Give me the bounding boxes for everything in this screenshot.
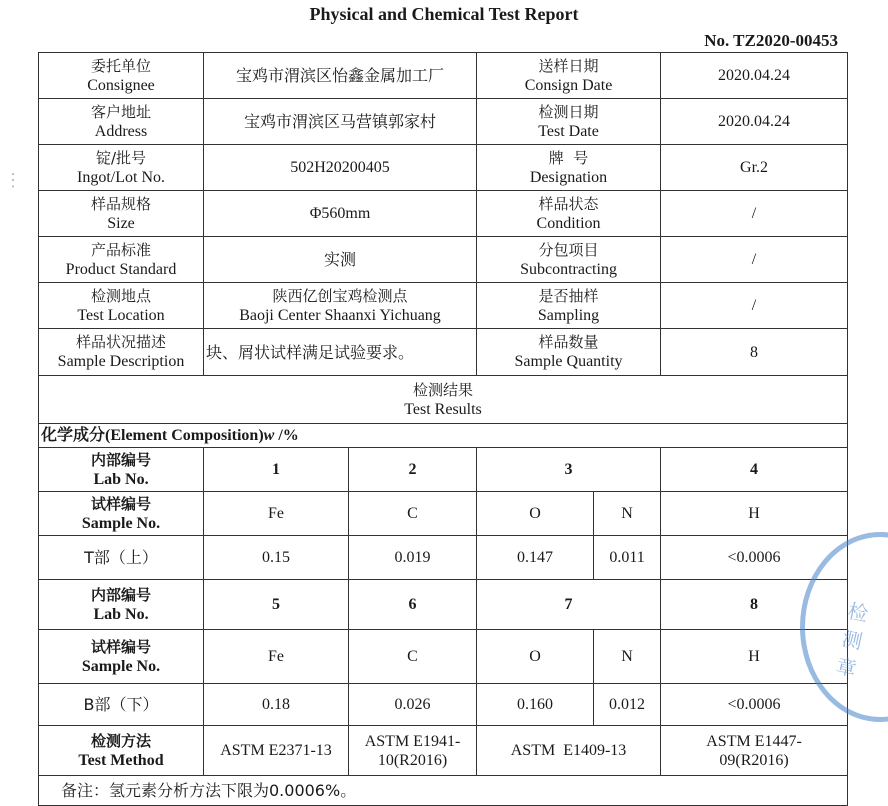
description-label: 样品状况描述 Sample Description (39, 329, 204, 376)
value-cell: <0.0006 (661, 536, 848, 580)
info-row-standard (39, 237, 848, 283)
value-cell: 0.15 (204, 536, 349, 580)
element-cell: Fe (204, 492, 349, 536)
element-cell: Fe (204, 630, 349, 684)
results-header: 检测结果 Test Results (39, 376, 848, 424)
value-cell: 0.019 (349, 536, 477, 580)
standard-value: 实测 (204, 237, 477, 283)
size-label: 样品规格 Size (39, 191, 204, 237)
element-cell: H (661, 492, 848, 536)
info-row-consignee (39, 53, 848, 99)
sampling-value: / (661, 283, 848, 329)
quantity-value: 8 (661, 329, 848, 376)
element-cell: C (349, 630, 477, 684)
quantity-label: 样品数量 Sample Quantity (477, 329, 661, 376)
lab-no-label: 内部编号 Lab No. (39, 580, 204, 630)
lab-no-cell: 1 (204, 448, 349, 492)
lab-no-label: 内部编号 Lab No. (39, 448, 204, 492)
info-row-lot (39, 145, 848, 191)
section-row (39, 424, 848, 448)
info-row-description (39, 329, 848, 376)
element-cell: O (477, 492, 594, 536)
description-value: 块、屑状试样满足试验要求。 (204, 329, 477, 376)
sample-row-2 (39, 630, 848, 684)
report-title: Physical and Chemical Test Report (309, 4, 579, 24)
sample-no-label: 试样编号 Sample No. (39, 492, 204, 536)
value-cell: 0.160 (477, 684, 594, 726)
note-text: 备注：氢元素分析方法下限为0.0006%。 (39, 776, 848, 806)
method-2: ASTM E1941- 10(R2016) (349, 726, 477, 776)
info-row-address (39, 99, 848, 145)
note-row (39, 776, 848, 806)
method-label: 检测方法 Test Method (39, 726, 204, 776)
info-row-size (39, 191, 848, 237)
element-cell: N (594, 630, 661, 684)
lab-no-cell: 6 (349, 580, 477, 630)
test-date-value: 2020.04.24 (661, 99, 848, 145)
method-row (39, 726, 848, 776)
designation-value: Gr.2 (661, 145, 848, 191)
lot-value: 502H20200405 (204, 145, 477, 191)
lab-no-cell: 7 (477, 580, 661, 630)
sample-row-1 (39, 492, 848, 536)
lab-no-cell: 5 (204, 580, 349, 630)
lab-row-2 (39, 580, 848, 630)
left-edge-mark: ⋮ (4, 170, 22, 190)
address-value: 宝鸡市渭滨区马营镇郭家村 (204, 99, 477, 145)
element-cell: N (594, 492, 661, 536)
consignee-value: 宝鸡市渭滨区怡鑫金属加工厂 (204, 53, 477, 99)
element-cell: H (661, 630, 848, 684)
sampling-label: 是否抽样 Sampling (477, 283, 661, 329)
method-4: ASTM E1447- 09(R2016) (661, 726, 848, 776)
standard-label: 产品标准 Product Standard (39, 237, 204, 283)
designation-label: 牌 号 Designation (477, 145, 661, 191)
value-cell: 0.011 (594, 536, 661, 580)
value-cell: 0.147 (477, 536, 594, 580)
subcontracting-label: 分包项目 Subcontracting (477, 237, 661, 283)
lab-row-1 (39, 448, 848, 492)
method-1: ASTM E2371-13 (204, 726, 349, 776)
value-cell: 0.026 (349, 684, 477, 726)
row-label: T部（上） (39, 536, 204, 580)
subcontracting-value: / (661, 237, 848, 283)
consignee-label: 委托单位 Consignee (39, 53, 204, 99)
test-date-label: 检测日期 Test Date (477, 99, 661, 145)
lab-no-cell: 3 (477, 448, 661, 492)
condition-label: 样品状态 Condition (477, 191, 661, 237)
lot-label: 锭/批号 Ingot/Lot No. (39, 145, 204, 191)
location-label: 检测地点 Test Location (39, 283, 204, 329)
lab-no-cell: 4 (661, 448, 848, 492)
value-cell: 0.012 (594, 684, 661, 726)
lab-no-cell: 2 (349, 448, 477, 492)
row-label: B部（下） (39, 684, 204, 726)
condition-value: / (661, 191, 848, 237)
results-header-row (39, 376, 848, 424)
consign-date-value: 2020.04.24 (661, 53, 848, 99)
location-value: 陕西亿创宝鸡检测点 Baoji Center Shaanxi Yichuang (204, 283, 477, 329)
address-label: 客户地址 Address (39, 99, 204, 145)
size-value: Φ560mm (204, 191, 477, 237)
element-cell: C (349, 492, 477, 536)
composition-heading: 化学成分(Element Composition)w /% (39, 424, 848, 448)
method-3: ASTM E1409-13 (477, 726, 661, 776)
element-cell: O (477, 630, 594, 684)
stamp-partial-text: 检 测 章 (834, 598, 871, 682)
report-number: No. TZ2020-00453 (704, 31, 838, 50)
lab-no-cell: 8 (661, 580, 848, 630)
value-row-2 (39, 684, 848, 726)
sample-no-label: 试样编号 Sample No. (39, 630, 204, 684)
value-cell: <0.0006 (661, 684, 848, 726)
report-table (38, 52, 848, 806)
info-row-location (39, 283, 848, 329)
value-cell: 0.18 (204, 684, 349, 726)
value-row-1 (39, 536, 848, 580)
consign-date-label: 送样日期 Consign Date (477, 53, 661, 99)
